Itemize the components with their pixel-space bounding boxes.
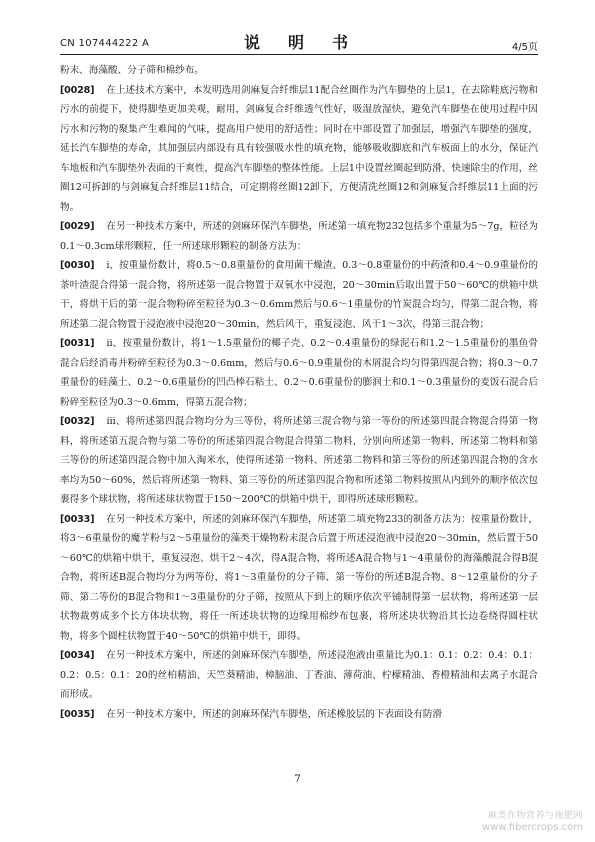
paragraph-text: 在另一种技术方案中，所述的剑麻环保汽车脚垫，所述橡胶层的下表面设有防滑 — [106, 708, 443, 720]
document-title: 说 明 书 — [243, 33, 354, 52]
paragraph-number: [0032] — [60, 416, 95, 427]
document-number: CN 107444222 A — [60, 38, 150, 49]
watermark — [463, 808, 583, 833]
paragraph-number: [0029] — [60, 221, 95, 232]
paragraph-0031 — [60, 334, 538, 412]
paragraph-continuation — [60, 61, 538, 81]
paragraph-number: [0035] — [60, 708, 95, 720]
paragraph-number: [0033] — [60, 513, 95, 525]
body-text — [60, 61, 538, 724]
paragraph-text: 粉末、海藻酸、分子筛和棉纱布。 — [60, 65, 204, 76]
paragraph-0030 — [60, 256, 538, 334]
paragraph-text: ⅲ、将所述第四混合物均分为三等份，将所述第三混合物与第一等份的所述第四混合物混合得第一物料，将所述第五混合物与第二等份的所述第四混合物混合得第二物料，分别向所述第一物料、所述第二物料和第三等份的所述第四混合物中加入淘米水，使得所述第一物料、所述第二物料和第三等份的所述第四混合物的含水率均为50～60%，然后将所述第一物料、第三等份的所述第四混合物和所述第二物料按照从内到外的顺序依次包裹得多个球状物，将所述球状物置于150～200℃的烘箱中烘干，即得所述球形颗粒。 — [60, 416, 538, 505]
paragraph-0035 — [60, 705, 538, 725]
paragraph-text: ⅱ、按重量份数计，将1～1.5重量份的椰子壳、0.2～0.4重量份的绿泥石和1.2～1.5重量份的墨鱼骨混合后经消毒并粉碎至粒径为0.3～0.6mm，然后与0.6～0.9重量份的木屑混合均匀得第四混合物；将0.3～0.7重量份的硅藻土、0.2～0.6重量份的凹凸棒石粘土、0.2～0.6重量份的膨润土和0.1～0.3重量份的麦饭石混合后粉碎至粒径为0.3～0.6mm，得第五混合物； — [60, 338, 538, 408]
paragraph-text: 在另一种技术方案中，所述的剑麻环保汽车脚垫，所述第一填充物232包括多个重量为5～7g，粒径为0.1～0.3cm球形颗粒，任一所述球形颗粒的制备方法为： — [60, 221, 538, 252]
paragraph-number: [0028] — [60, 84, 95, 96]
paragraph-0028 — [60, 81, 538, 218]
paragraph-0034 — [60, 646, 538, 705]
paragraph-text: ⅰ、按重量份数计，将0.5～0.8重量份的食用菌干燥渣、0.3～0.8重量份的中药渣和0.4～0.9重量份的茶叶渣混合得第一混合物，将所述第一混合物置于双氧水中浸泡，20～30min后取出置于50～60℃的烘箱中烘干，将烘干后的第一混合物粉碎至粒径为0.3～0.6mm然后与0.6～1重量份的竹炭混合均匀，得第二混合物，将所述第二混合物置于浸泡液中浸泡20～30min，然后风干，重复浸泡、风干1～3次，得第三混合物； — [60, 260, 538, 330]
watermark-site-name: 麻类作物营养与施肥网 — [487, 811, 583, 821]
paragraph-text: 在另一种技术方案中，所述的剑麻环保汽车脚垫，所述浸泡液由重量比为0.1：0.1：0.2：0.4：0.1：0.2：0.5：0.1：20的丝柏精油、天竺葵精油、樟脑油、丁香油、薄荷油、柠檬精油、香橙精油和去离子水混合而形成。 — [60, 650, 538, 700]
paragraph-text: 在上述技术方案中，本发明选用剑麻复合纤维层11配合丝圈作为汽车脚垫的上层1，在去除鞋底污物和污水的前提下，使得脚垫更加美观，耐用，剑麻复合纤维透气性好，吸湿放湿快，避免汽车脚垫在使用过程中因污水和污物的聚集产生难闻的气味，提高用户使用的舒适性；同时在中部设置了加强层，增强汽车脚垫的强度，延长汽车脚垫的寿命，其加强层内部设有具有较强吸水性的填充物，能够吸收脚底和汽车板面上的水分，保证汽车地板和汽车脚垫外表面的干爽性，提高汽车脚垫的整体性能。上层1中设置丝圈起到防滑、快速除尘的作用，丝圈12可拆卸的与剑麻复合纤维层11结合，可定期将丝圈12卸下，方便清洗丝圈12和剑麻复合纤维层11上面的污物。 — [60, 84, 538, 213]
paragraph-number: [0034] — [60, 650, 95, 661]
paragraph-0032 — [60, 412, 538, 510]
header-rule — [60, 54, 538, 55]
paragraph-number: [0031] — [60, 338, 95, 349]
page-header — [60, 0, 538, 56]
page-of-total: 4/5页 — [511, 42, 538, 53]
paragraph-text: 在另一种技术方案中，所述的剑麻环保汽车脚垫，所述第二填充物233的制备方法为：按重量份数计，将3～6重量份的魔芋粉与2～5重量份的藻类干燥物粉末混合后置于所述浸泡液中浸泡20～30min，然后置于50～60℃的烘箱中烘干，重复浸泡、烘干2～4次，得A混合物，将所述A混合物与1～4重量份的海藻酸混合得B混合物，将所述B混合物均分为两等份，将1～3重量份的分子筛、第一等份的所述B混合物、8～12重量份的分子筛、第二等份的B混合物和1～3重量份的分子筛，按照从下到上的顺序依次平铺制得第一层状物，将所述第一层状物裁剪成多个长方体块状物，将任一所述块状物的边缘用棉纱布包裹，将所述块状物沿其长边卷绕得圆柱状物，将多个圆柱状物置于40～50℃的烘箱中烘干，即得。 — [60, 513, 538, 642]
page-number: 7 — [294, 774, 301, 785]
paragraph-0033 — [60, 510, 538, 647]
paragraph-0029 — [60, 217, 538, 256]
watermark-url: www.fibercrops.com — [481, 822, 583, 833]
paragraph-number: [0030] — [60, 260, 95, 271]
